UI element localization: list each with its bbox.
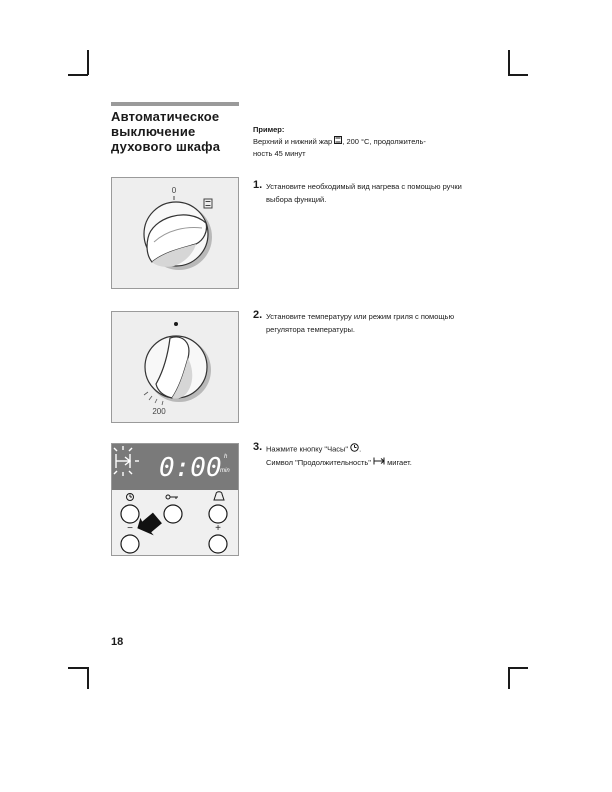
plus-button[interactable] xyxy=(209,535,227,553)
minus-label: − xyxy=(127,523,133,534)
knob-zero-label: 0 xyxy=(171,186,177,195)
display-unit-hours: h xyxy=(224,454,228,460)
step-text-line2: Символ "Продолжительность" xyxy=(266,457,371,467)
display-time: 0:00 xyxy=(159,453,222,483)
control-panel-illustration xyxy=(111,443,239,556)
temperature-label: 200 xyxy=(152,407,166,416)
step-2 xyxy=(253,311,478,336)
knob-dot-marker xyxy=(174,322,178,326)
step-text: Установите температуру или режим гриля с помощью регулятора температуры. xyxy=(266,312,455,334)
crop-mark-top-right-v xyxy=(508,50,510,75)
example-text: Верхний и нижний жар xyxy=(253,137,333,146)
section-title-line: духового шкафа xyxy=(111,139,221,154)
step-number: 2. xyxy=(253,309,263,321)
crop-mark-top-left-h xyxy=(68,74,88,76)
step-1 xyxy=(253,181,478,206)
crop-mark-top-right-h xyxy=(508,74,528,76)
duration-icon xyxy=(373,457,385,470)
step-text: Установите необходимый вид нагрева с помощью ручки выбора функций. xyxy=(266,182,462,204)
clock-button[interactable] xyxy=(121,505,139,523)
function-selector-illustration xyxy=(111,177,239,289)
step-number: 3. xyxy=(253,441,263,453)
section-title-line: выключение xyxy=(111,124,196,139)
example-label: Пример: xyxy=(253,125,285,134)
step-number: 1. xyxy=(253,179,263,191)
example-block xyxy=(253,124,483,160)
crop-mark-bottom-right-v xyxy=(508,667,510,689)
lock-button[interactable] xyxy=(164,505,182,523)
example-text-line2: ность 45 минут xyxy=(253,149,306,159)
top-bottom-heat-icon xyxy=(204,199,212,208)
step-text-line1-end: . xyxy=(359,444,362,454)
crop-mark-bottom-left-h xyxy=(68,667,88,669)
section-title xyxy=(111,109,241,154)
page-number: 18 xyxy=(111,636,124,648)
crop-mark-bottom-right-h xyxy=(508,667,528,669)
clock-icon xyxy=(127,494,134,501)
section-title-line: Автоматическое xyxy=(111,109,220,124)
key-lock-icon xyxy=(166,495,178,499)
example-text-continued: , 200 °C, продолжитель- xyxy=(342,137,426,146)
display-unit-minutes: min xyxy=(220,468,230,474)
minus-button[interactable] xyxy=(121,535,139,553)
section-bar xyxy=(111,102,239,106)
temperature-selector-illustration xyxy=(111,311,239,423)
crop-mark-bottom-left-v xyxy=(87,667,89,689)
step-text-line1: Нажмите кнопку "Часы" xyxy=(266,444,349,454)
step-3 xyxy=(253,443,478,469)
step-text xyxy=(253,443,478,469)
crop-mark-top-left-v xyxy=(87,50,89,75)
step-text-line2-end: мигает. xyxy=(387,457,412,467)
plus-label: + xyxy=(215,523,221,534)
timer-button[interactable] xyxy=(209,505,227,523)
bell-icon xyxy=(214,492,224,500)
clock-icon xyxy=(350,443,362,457)
